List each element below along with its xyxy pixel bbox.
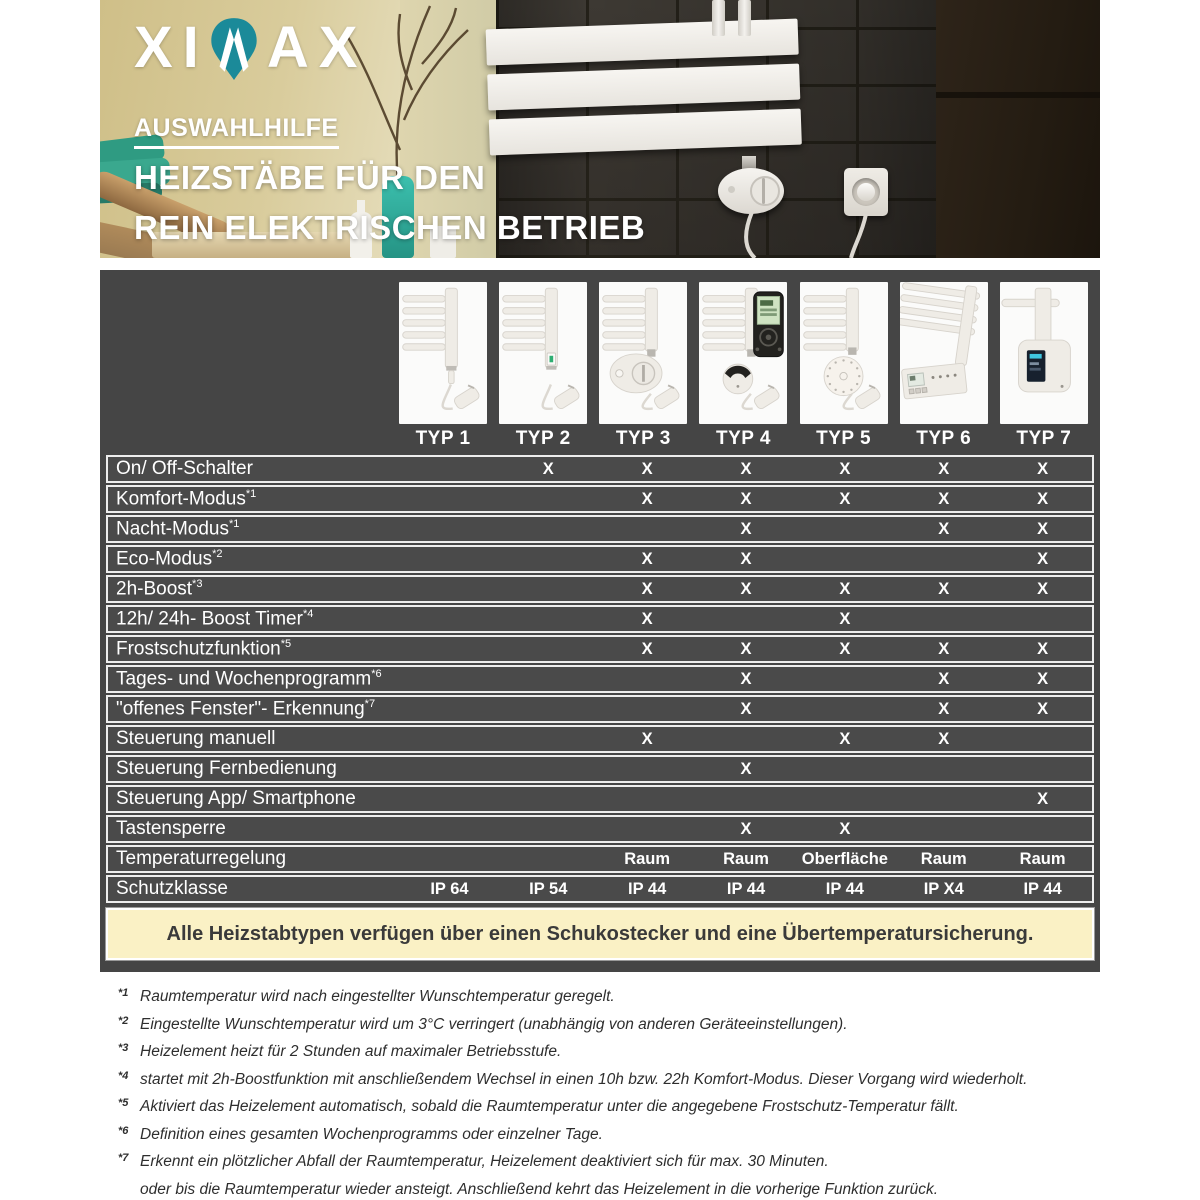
footnote-2: *2 Eingestellte Wunschtemperatur wird um 3°C verringert (unabhängig von anderen Geräteeinstellungen). (118, 1014, 848, 1033)
table-row (106, 875, 1094, 903)
table-row (106, 665, 1094, 693)
table-row (106, 455, 1094, 483)
footnote-5: *5 Aktiviert das Heizelement automatisch, sobald die Raumtemperatur unter die angegebene Frostschutz-Temperatur fällt. (118, 1097, 959, 1115)
table-cell-typ-3: X (641, 579, 653, 598)
table-cell-typ-7: X (1037, 579, 1049, 598)
table-cell-typ-3: X (641, 549, 653, 568)
control-panel-flat-image (900, 282, 988, 424)
row-label: 12h/ 24h- Boost Timer$^{*4}$ (116, 607, 314, 630)
heating-rod-indicator-image (499, 282, 587, 424)
table-cell-typ-3: X (641, 729, 653, 748)
row-label: Tages- und Wochenprogramm$^{*6}$ (116, 667, 382, 690)
footnote-6: *6 Definition eines gesamten Wochenprogramms oder einzelner Tage. (118, 1124, 603, 1143)
footnote-1: *1 Raumtemperatur wird nach eingestellter Wunschtemperatur geregelt. (118, 987, 615, 1005)
table-cell-typ-6: X (938, 519, 950, 538)
comparison-table (100, 270, 1100, 972)
table-cell-typ-7: X (1037, 549, 1049, 568)
product-column-typ-6 (894, 282, 994, 451)
hero-cabinet (936, 0, 1100, 258)
table-cell-typ-6: IP X4 (923, 879, 964, 898)
radiator-pipe (712, 0, 725, 36)
table-cell-typ-3: X (641, 639, 653, 658)
ximax-logo (134, 14, 645, 82)
table-row (106, 575, 1094, 603)
product-column-typ-4 (693, 282, 793, 451)
table-cell-typ-5: Oberfläche (801, 849, 888, 868)
table-cell-typ-4: Raum (723, 849, 769, 868)
row-label: "offenes Fenster"- Erkennung$^{*7}$ (116, 697, 376, 720)
table-row (106, 515, 1094, 543)
product-column-typ-5 (794, 282, 894, 451)
table-cell-typ-7: X (1037, 459, 1049, 478)
table-cell-typ-4: X (740, 579, 752, 598)
table-cell-typ-6: X (938, 669, 950, 688)
table-cell-typ-3: X (641, 489, 653, 508)
table-row (106, 725, 1094, 753)
table-cell-typ-7: Raum (1019, 849, 1066, 868)
logo-text-suffix: AX (266, 15, 368, 80)
radiator-pipe (738, 0, 751, 36)
row-label: Komfort-Modus$^{*1}$ (116, 487, 257, 510)
feature-rows (104, 455, 1096, 903)
footnotes (118, 988, 1098, 1200)
table-row (106, 635, 1094, 663)
title-line-2: REIN ELEKTRISCHEN BETRIEB (134, 209, 646, 246)
table-cell-typ-3: X (641, 459, 653, 478)
column-header: TYP 1 (415, 428, 471, 449)
footnote-3: *3 Heizelement heizt für 2 Stunden auf maximaler Betriebsstufe. (118, 1042, 562, 1060)
table-cell-typ-6: X (938, 459, 950, 478)
column-header: TYP 3 (615, 428, 671, 449)
table-cell-typ-4: X (740, 459, 752, 478)
hero-photo (100, 0, 1100, 258)
tagline: AUSWAHLHILFE (134, 114, 339, 149)
column-header: TYP 4 (715, 428, 771, 449)
row-label: Nacht-Modus$^{*1}$ (116, 517, 240, 540)
table-cell-typ-6: X (938, 639, 950, 658)
table-cell-typ-5: X (839, 489, 851, 508)
table-row (106, 545, 1094, 573)
row-label: Temperaturregelung (116, 848, 287, 869)
table-cell-typ-7: IP 44 (1023, 879, 1062, 898)
table-cell-typ-4: X (740, 759, 752, 778)
wall-socket (844, 168, 888, 216)
table-cell-typ-5: X (839, 609, 851, 628)
column-header: TYP 7 (1016, 428, 1072, 449)
product-column-typ-1 (393, 282, 493, 451)
table-cell-typ-6: X (938, 699, 950, 718)
table-cell-typ-5: X (839, 639, 851, 658)
table-cell-typ-3: X (641, 609, 653, 628)
row-label: Steuerung Fernbedienung (116, 758, 337, 779)
table-cell-typ-4: X (740, 639, 752, 658)
table-cell-typ-3: IP 44 (628, 879, 667, 898)
table-cell-typ-5: X (839, 819, 851, 838)
heating-rod-plain-image (399, 282, 487, 424)
table-cell-typ-1: IP 64 (430, 879, 469, 898)
table-row (106, 695, 1094, 723)
logo-mark-icon (207, 16, 261, 82)
row-label: 2h-Boost$^{*3}$ (116, 577, 203, 600)
table-cell-typ-7: X (1037, 519, 1049, 538)
table-cell-typ-3: Raum (624, 849, 671, 868)
hero-cabinet-groove (936, 92, 1100, 98)
control-box-display-image (1000, 282, 1088, 424)
row-label: Steuerung App/ Smartphone (116, 788, 356, 809)
table-cell-typ-6: Raum (920, 849, 967, 868)
table-cell-typ-4: X (740, 549, 752, 568)
table-row (106, 755, 1094, 783)
footnote-7: oder bis die Raumtemperatur wieder ansteigt. Anschließend kehrt das Heizelement in die vorherige Funktion zurück. (140, 1180, 939, 1198)
table-cell-typ-5: X (839, 579, 851, 598)
row-label: Tastensperre (116, 818, 226, 839)
table-cell-typ-6: X (938, 729, 950, 748)
table-cell-typ-5: X (839, 729, 851, 748)
table-cell-typ-7: X (1037, 699, 1049, 718)
table-cell-typ-4: X (740, 699, 752, 718)
table-cell-typ-6: X (938, 579, 950, 598)
row-label: On/ Off-Schalter (116, 458, 253, 479)
table-cell-typ-6: X (938, 489, 950, 508)
column-header: TYP 5 (816, 428, 872, 449)
control-dial-oval-image (599, 282, 687, 424)
thermostat-dial-round-image (800, 282, 888, 424)
table-cell-typ-5: IP 44 (825, 879, 864, 898)
heating-element (718, 168, 784, 214)
column-header: TYP 6 (916, 428, 972, 449)
column-header: TYP 2 (515, 428, 571, 449)
row-label: Frostschutzfunktion$^{*5}$ (116, 637, 292, 660)
product-column-typ-2 (493, 282, 593, 451)
product-column-typ-3 (593, 282, 693, 451)
table-cell-typ-7: X (1037, 789, 1049, 808)
table-cell-typ-5: X (839, 459, 851, 478)
footnote-7: *7 Erkennt ein plötzlicher Abfall der Raumtemperatur, Heizelement deaktiviert sich für max. 30 Minuten. (118, 1152, 829, 1170)
control-black-with-remote-image (699, 282, 787, 424)
row-label: Schutzklasse (116, 878, 228, 899)
table-row (106, 845, 1094, 873)
table-row (106, 485, 1094, 513)
table-cell-typ-7: X (1037, 669, 1049, 688)
table-cell-typ-2: X (542, 459, 554, 478)
table-cell-typ-4: IP 44 (726, 879, 766, 898)
table-cell-typ-2: IP 54 (529, 879, 568, 898)
hero-text (134, 14, 645, 247)
row-label: Eco-Modus$^{*2}$ (116, 547, 223, 570)
info-banner: Alle Heizstabtypen verfügen über einen Schukostecker und eine Übertemperatursicherung. (106, 908, 1094, 960)
table-cell-typ-7: X (1037, 489, 1049, 508)
logo-text-prefix: XI (134, 15, 209, 80)
product-column-typ-7 (994, 282, 1094, 451)
table-cell-typ-4: X (740, 519, 752, 538)
product-header-row (106, 282, 1094, 451)
table-row (106, 815, 1094, 843)
row-label: Steuerung manuell (116, 728, 276, 749)
footnote-4: *4 startet mit 2h-Boostfunktion mit anschließendem Wechsel in einen 10h bzw. 22h Komfort-Modus. Dieser Vorgang wird wiederholt. (118, 1069, 1028, 1088)
table-cell-typ-7: X (1037, 639, 1049, 658)
title-line-1: HEIZSTÄBE FÜR DEN (134, 159, 486, 196)
table-row (106, 785, 1094, 813)
table-cell-typ-4: X (740, 819, 752, 838)
table-cell-typ-4: X (740, 489, 752, 508)
table-cell-typ-4: X (740, 669, 752, 688)
table-row (106, 605, 1094, 633)
